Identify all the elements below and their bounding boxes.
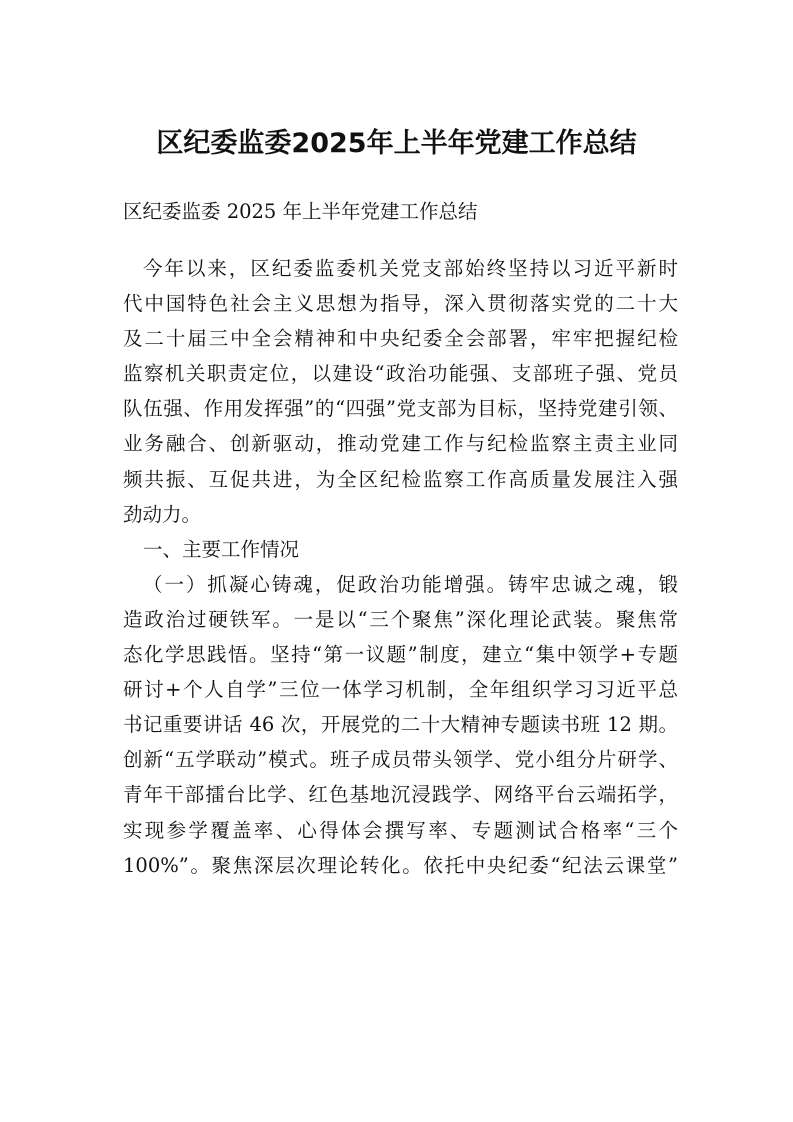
paragraph-line: （一）抓凝心铸魂，促政治功能增强。铸牢忠诚之魂，锻	[143, 572, 678, 596]
paragraph-line: 队伍强、作用发挥强”的“四强”党支部为目标，坚持党建引领、	[123, 397, 678, 421]
paragraph-line: 实现参学覆盖率、心得体会撰写率、专题测试合格率“三个	[123, 818, 678, 842]
document-subtitle: 区纪委监委 2025 年上半年党建工作总结	[123, 200, 478, 223]
paragraph-line: 今年以来，区纪委监委机关党支部始终坚持以习近平新时	[143, 257, 678, 280]
paragraph-line: 创新“五学联动”模式。班子成员带头领学、党小组分片研学、	[123, 748, 678, 772]
document-title: 区纪委监委2025年上半年党建工作总结	[156, 128, 637, 159]
paragraph-line: 100%”。聚焦深层次理论转化。依托中央纪委“纪法云课堂”	[123, 853, 678, 877]
document-body	[123, 251, 678, 883]
paragraph-line: 书记重要讲话 46 次，开展党的二十大精神专题读书班 12 期。	[123, 713, 678, 737]
paragraph-line: 态化学思践悟。坚持“第一议题”制度，建立“集中领学+专题	[123, 643, 678, 667]
paragraph-line: 及二十届三中全会精神和中央纪委全会部署，牢牢把握纪检	[123, 327, 678, 351]
paragraph-line: 研讨+个人自学”三位一体学习机制，全年组织学习习近平总	[123, 678, 678, 702]
paragraph-line: 监察机关职责定位，以建设“政治功能强、支部班子强、党员	[123, 362, 678, 386]
paragraph-section-1	[123, 567, 678, 883]
section-heading: 一、主要工作情况	[143, 537, 300, 561]
paragraph-line: 青年干部擂台比学、红色基地沉浸践学、网络平台云端拓学，	[123, 783, 678, 807]
paragraph-intro	[123, 251, 678, 532]
paragraph-line: 业务融合、创新驱动，推动党建工作与纪检监察主责主业同	[123, 432, 678, 456]
paragraph-line: 造政治过硬铁军。一是以“三个聚焦”深化理论武装。聚焦常	[123, 607, 678, 631]
paragraph-line: 劲动力。	[123, 502, 202, 526]
paragraph-line: 代中国特色社会主义思想为指导，深入贯彻落实党的二十大	[123, 292, 678, 316]
paragraph-line: 频共振、互促共进，为全区纪检监察工作高质量发展注入强	[123, 467, 678, 491]
